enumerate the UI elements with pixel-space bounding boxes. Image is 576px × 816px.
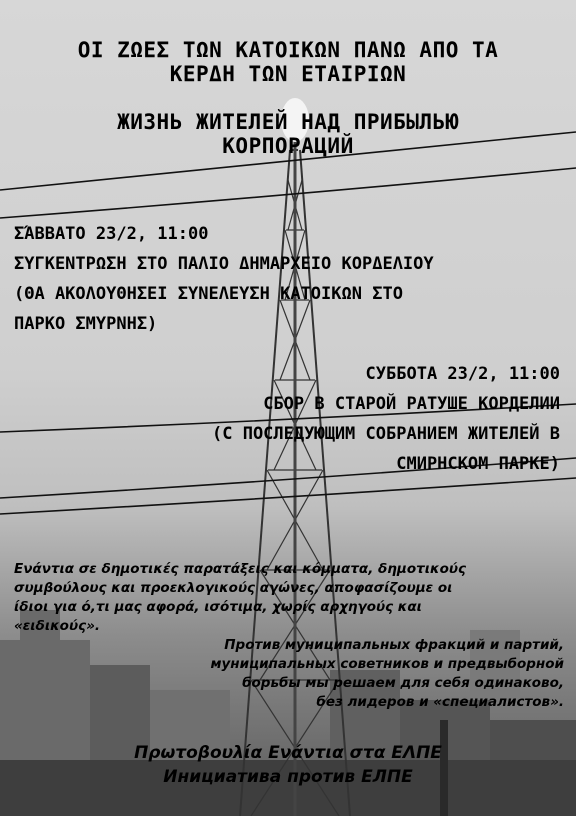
statement-russian-line-1: Против муниципальных фракций и партий, <box>224 637 564 653</box>
event-russian-date: СУББОТА 23/2, 11:00 <box>365 364 560 384</box>
statement-greek-line-3: ίδιοι για ό,τι μας αφορά, ισότιμα, χωρίς αρχηγούς και <box>14 599 422 615</box>
signature-greek: Πρωτοβουλία Ενάντια στα ΕΛΠΕ <box>134 743 442 763</box>
statement-greek-line-2: συμβούλους και προεκλογικούς αγώνες, αποφασίζουμε οι <box>14 580 453 596</box>
statement-greek-line-4: «ειδικούς». <box>14 618 100 634</box>
statement-russian-line-3: борьбы мы решаем для себя одинаково, <box>242 675 564 691</box>
statement-russian-line-2: муниципальных советников и предвыборной <box>210 656 564 672</box>
event-russian-line-3: СМИРНСКОМ ПАРКЕ) <box>396 454 560 474</box>
event-greek-line-3: ΠΑΡΚΟ ΣΜΥΡΝΗΣ) <box>14 314 158 334</box>
event-russian-line-2: (С ПОСЛЕДУЮЩИМ СОБРАНИЕМ ЖИТЕЛЕЙ В <box>212 424 560 444</box>
headline-russian-line-2: КОРПОРАЦИЙ <box>222 134 354 158</box>
headline-greek-line-1: ΟΙ ΖΩΕΣ ΤΩΝ ΚΑΤΟΙΚΩΝ ΠΑΝΩ ΑΠΟ ΤΑ <box>77 38 499 62</box>
signature-russian: Инициатива против ЕЛПЕ <box>163 767 413 787</box>
statement-russian-line-4: без лидеров и «специалистов». <box>316 694 564 710</box>
headline-greek-line-2: ΚΕΡΔΗ ΤΩΝ ΕΤΑΙΡΙΩΝ <box>169 62 407 86</box>
event-greek-date: ΣΆΒΒΑΤΟ 23/2, 11:00 <box>14 224 209 244</box>
statement-greek-line-1: Ενάντια σε δημοτικές παρατάξεις και κόμματα, δημοτικούς <box>14 561 466 577</box>
event-russian-line-1: СБОР В СТАРОЙ РАТУШЕ КОРДЕЛИИ <box>263 394 560 414</box>
event-greek-line-2: (ΘΑ ΑΚΟΛΟΥΘΗΣΕΙ ΣΥΝΕΛΕΥΣΗ ΚΑΤΟΙΚΩΝ ΣΤΟ <box>14 284 403 304</box>
event-greek-line-1: ΣΥΓΚΕΝΤΡΩΣΗ ΣΤΟ ΠΑΛΙΟ ΔΗΜΑΡΧΕΙΟ ΚΟΡΔΕΛΙΟΥ <box>14 254 434 274</box>
headline-russian-line-1: ЖИЗНЬ ЖИТЕЛЕЙ НАД ПРИБЫЛЬЮ <box>117 110 459 134</box>
